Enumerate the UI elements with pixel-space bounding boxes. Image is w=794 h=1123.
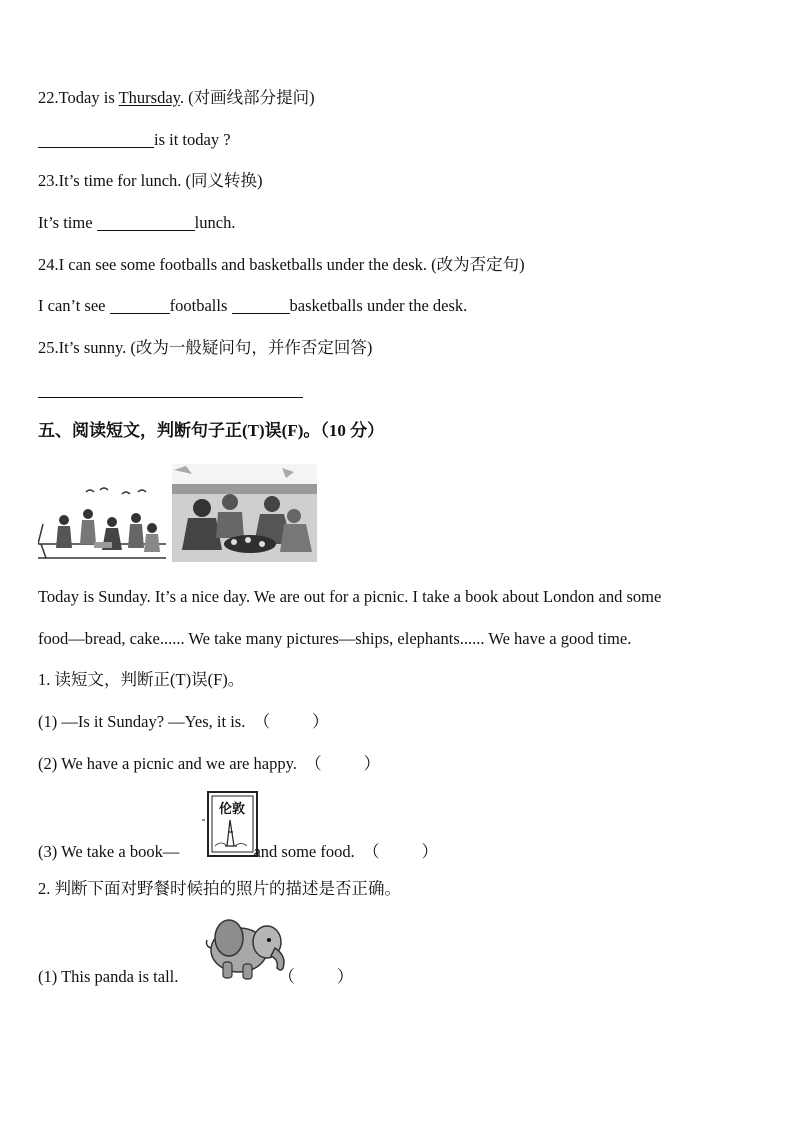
passage-line-2: food—bread, cake...... We take many pictures—ships, elephants...... We have a good time. xyxy=(38,629,632,648)
q25-answer-line xyxy=(38,380,303,400)
book-title: 伦敦 xyxy=(218,802,246,817)
q22-underlined-word: Thursday xyxy=(118,88,180,107)
q24-blank-1[interactable] xyxy=(110,299,170,314)
part2-item-1: (1) This panda is tall. （） xyxy=(38,967,396,986)
section5-heading: 五、阅读短文，判断句子正(T)误(F)。（10 分） xyxy=(38,421,385,440)
q22-blank[interactable] xyxy=(38,133,154,148)
q25-blank[interactable] xyxy=(38,383,303,398)
q25-question: 25.It’s sunny. (改为一般疑问句，并作否定回答) xyxy=(38,338,373,357)
part1-item-3: (3) We take a book— and some food. （） xyxy=(38,842,480,861)
part1-item-1: (1) —Is it Sunday? —Yes, it is. （） xyxy=(38,712,371,731)
q22-question: 22.Today is Thursday. (对画线部分提问) xyxy=(38,88,315,107)
picnic-people-picture xyxy=(38,462,166,562)
answer-parentheses[interactable]: （） xyxy=(362,842,480,861)
picnic-family-picture xyxy=(172,464,317,562)
q24-answer-line: I can’t see footballs basketballs under the desk. xyxy=(38,296,468,315)
q24-question: 24.I can see some footballs and basketballs under the desk. (改为否定句) xyxy=(38,255,525,274)
answer-parentheses[interactable]: （） xyxy=(278,967,396,986)
answer-parentheses[interactable]: （） xyxy=(305,754,423,773)
part2-instruction: 2. 判断下面对野餐时候拍的照片的描述是否正确。 xyxy=(38,879,401,898)
q24-blank-2[interactable] xyxy=(232,299,290,314)
q23-answer-line: It’s time lunch. xyxy=(38,213,236,232)
part1-item-2: (2) We have a picnic and we are happy. （） xyxy=(38,754,423,773)
passage-line-1: Today is Sunday. It’s a nice day. We are out for a picnic. I take a book about London and some xyxy=(38,587,662,606)
q23-blank[interactable] xyxy=(97,216,195,231)
q22-answer-line: is it today ? xyxy=(38,130,231,150)
answer-parentheses[interactable]: （） xyxy=(253,712,371,731)
part1-instruction: 1. 读短文，判断正(T)误(F)。 xyxy=(38,670,245,689)
q23-question: 23.It’s time for lunch. (同义转换) xyxy=(38,171,263,190)
